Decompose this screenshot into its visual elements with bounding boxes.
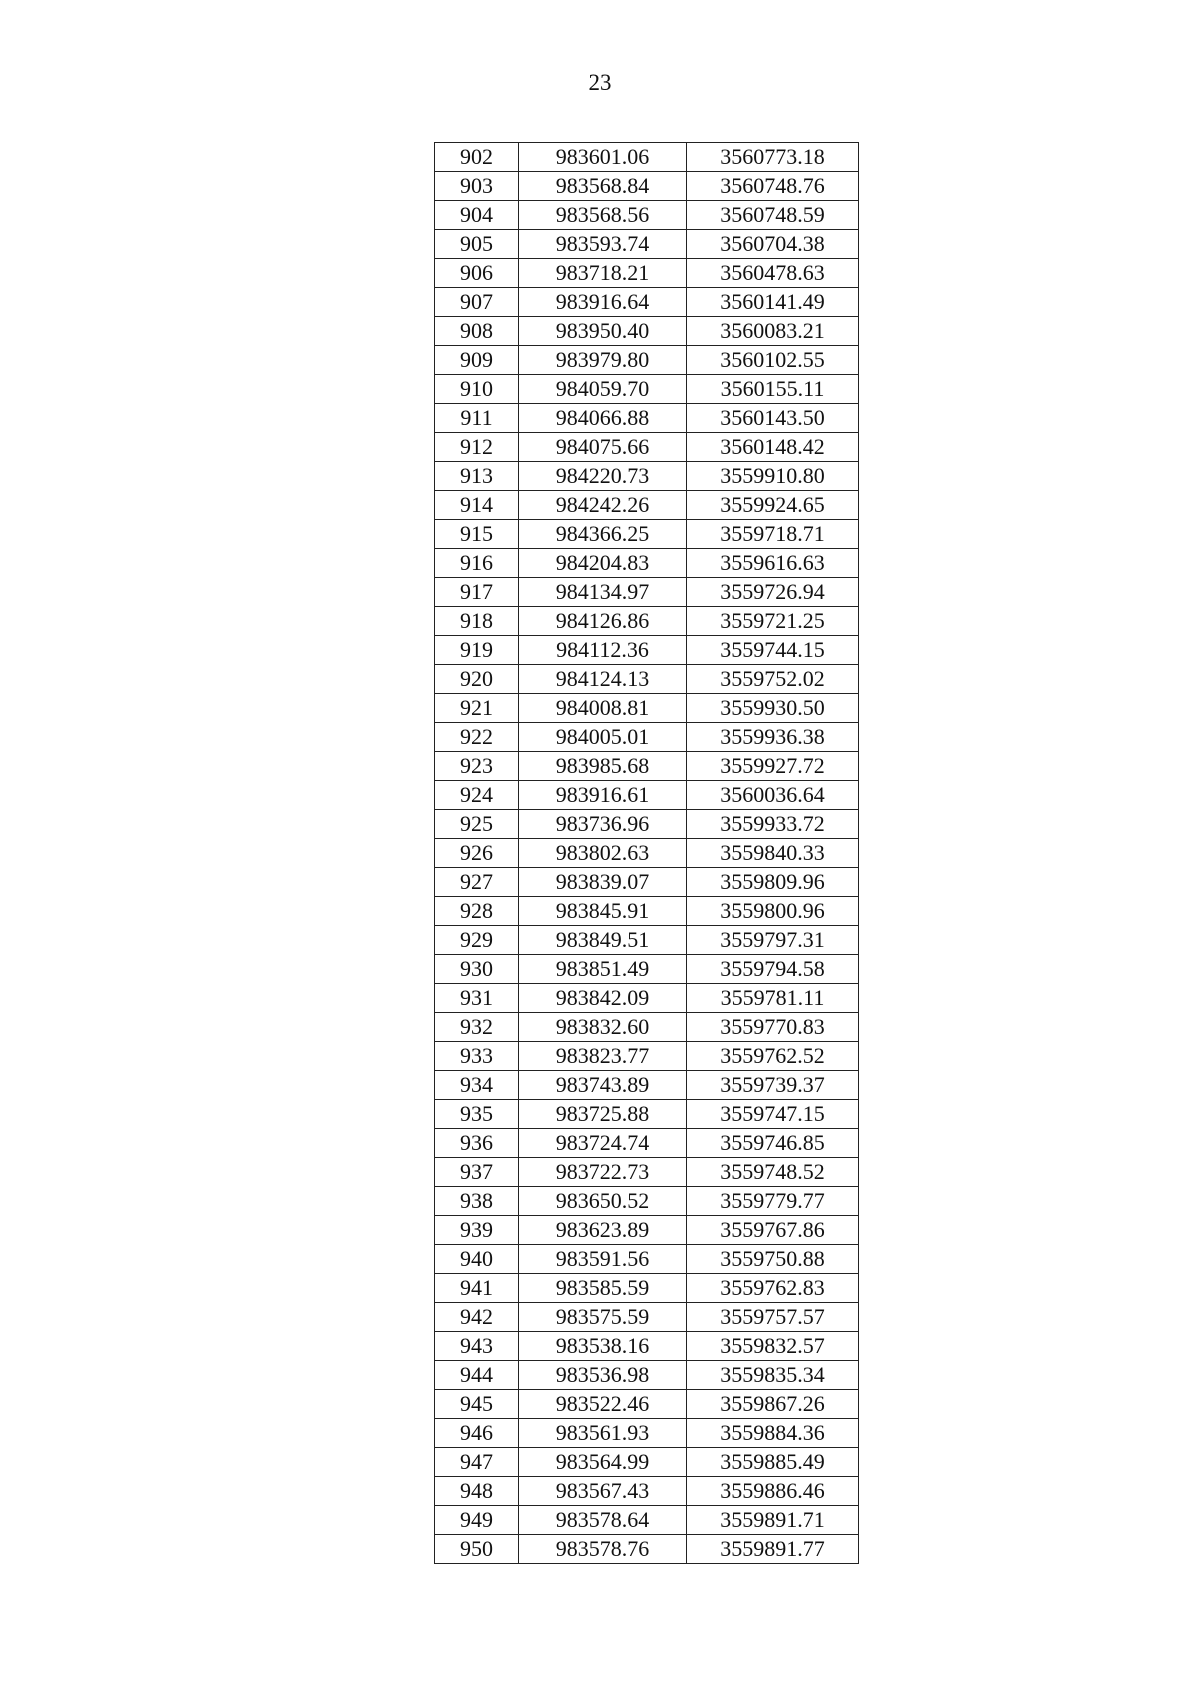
x-coordinate-cell: 984075.66 <box>519 433 687 462</box>
x-coordinate-cell: 983578.76 <box>519 1535 687 1564</box>
x-coordinate-cell: 983650.52 <box>519 1187 687 1216</box>
table-row <box>435 375 859 404</box>
x-coordinate-cell: 983561.93 <box>519 1419 687 1448</box>
table-row <box>435 1274 859 1303</box>
table-row <box>435 694 859 723</box>
table-row <box>435 926 859 955</box>
table-row <box>435 230 859 259</box>
y-coordinate-cell: 3559891.77 <box>687 1535 859 1564</box>
table-row <box>435 665 859 694</box>
point-number-cell: 937 <box>435 1158 519 1187</box>
x-coordinate-cell: 983564.99 <box>519 1448 687 1477</box>
table-row <box>435 1013 859 1042</box>
point-number-cell: 906 <box>435 259 519 288</box>
table-row <box>435 172 859 201</box>
y-coordinate-cell: 3560704.38 <box>687 230 859 259</box>
table-row <box>435 1100 859 1129</box>
point-number-cell: 904 <box>435 201 519 230</box>
table-row <box>435 607 859 636</box>
y-coordinate-cell: 3559739.37 <box>687 1071 859 1100</box>
x-coordinate-cell: 983623.89 <box>519 1216 687 1245</box>
point-number-cell: 950 <box>435 1535 519 1564</box>
table-row <box>435 143 859 172</box>
x-coordinate-cell: 984204.83 <box>519 549 687 578</box>
table-row <box>435 781 859 810</box>
table-row <box>435 1361 859 1390</box>
table-row <box>435 839 859 868</box>
table-row <box>435 955 859 984</box>
x-coordinate-cell: 983839.07 <box>519 868 687 897</box>
point-number-cell: 922 <box>435 723 519 752</box>
x-coordinate-cell: 983591.56 <box>519 1245 687 1274</box>
x-coordinate-cell: 984126.86 <box>519 607 687 636</box>
y-coordinate-cell: 3559616.63 <box>687 549 859 578</box>
y-coordinate-cell: 3559891.71 <box>687 1506 859 1535</box>
x-coordinate-cell: 983536.98 <box>519 1361 687 1390</box>
table-row <box>435 462 859 491</box>
table-row <box>435 723 859 752</box>
x-coordinate-cell: 984005.01 <box>519 723 687 752</box>
x-coordinate-cell: 983823.77 <box>519 1042 687 1071</box>
x-coordinate-cell: 983985.68 <box>519 752 687 781</box>
table-row <box>435 317 859 346</box>
x-coordinate-cell: 983832.60 <box>519 1013 687 1042</box>
x-coordinate-cell: 983849.51 <box>519 926 687 955</box>
table-row <box>435 549 859 578</box>
x-coordinate-cell: 983725.88 <box>519 1100 687 1129</box>
table-row <box>435 1071 859 1100</box>
y-coordinate-cell: 3559746.85 <box>687 1129 859 1158</box>
x-coordinate-cell: 983743.89 <box>519 1071 687 1100</box>
point-number-cell: 909 <box>435 346 519 375</box>
point-number-cell: 923 <box>435 752 519 781</box>
point-number-cell: 918 <box>435 607 519 636</box>
point-number-cell: 913 <box>435 462 519 491</box>
table-row <box>435 984 859 1013</box>
x-coordinate-cell: 983842.09 <box>519 984 687 1013</box>
y-coordinate-cell: 3559910.80 <box>687 462 859 491</box>
point-number-cell: 936 <box>435 1129 519 1158</box>
point-number-cell: 933 <box>435 1042 519 1071</box>
y-coordinate-cell: 3559884.36 <box>687 1419 859 1448</box>
point-number-cell: 927 <box>435 868 519 897</box>
point-number-cell: 946 <box>435 1419 519 1448</box>
table-row <box>435 1332 859 1361</box>
point-number-cell: 912 <box>435 433 519 462</box>
table-row <box>435 491 859 520</box>
y-coordinate-cell: 3559748.52 <box>687 1158 859 1187</box>
x-coordinate-cell: 983538.16 <box>519 1332 687 1361</box>
x-coordinate-cell: 983724.74 <box>519 1129 687 1158</box>
y-coordinate-cell: 3559750.88 <box>687 1245 859 1274</box>
x-coordinate-cell: 983916.64 <box>519 288 687 317</box>
x-coordinate-cell: 983851.49 <box>519 955 687 984</box>
table-row <box>435 810 859 839</box>
y-coordinate-cell: 3559762.52 <box>687 1042 859 1071</box>
point-number-cell: 935 <box>435 1100 519 1129</box>
point-number-cell: 947 <box>435 1448 519 1477</box>
point-number-cell: 916 <box>435 549 519 578</box>
table-row <box>435 433 859 462</box>
point-number-cell: 932 <box>435 1013 519 1042</box>
y-coordinate-cell: 3559721.25 <box>687 607 859 636</box>
x-coordinate-cell: 984059.70 <box>519 375 687 404</box>
y-coordinate-cell: 3559840.33 <box>687 839 859 868</box>
point-number-cell: 902 <box>435 143 519 172</box>
y-coordinate-cell: 3559726.94 <box>687 578 859 607</box>
x-coordinate-cell: 983585.59 <box>519 1274 687 1303</box>
table-row <box>435 1216 859 1245</box>
x-coordinate-cell: 984242.26 <box>519 491 687 520</box>
x-coordinate-cell: 983736.96 <box>519 810 687 839</box>
point-number-cell: 940 <box>435 1245 519 1274</box>
y-coordinate-cell: 3560148.42 <box>687 433 859 462</box>
point-number-cell: 943 <box>435 1332 519 1361</box>
table-row <box>435 259 859 288</box>
y-coordinate-cell: 3559794.58 <box>687 955 859 984</box>
table-row <box>435 1419 859 1448</box>
coordinate-table-body <box>435 143 859 1564</box>
x-coordinate-cell: 984134.97 <box>519 578 687 607</box>
table-row <box>435 288 859 317</box>
y-coordinate-cell: 3559781.11 <box>687 984 859 1013</box>
y-coordinate-cell: 3560141.49 <box>687 288 859 317</box>
x-coordinate-cell: 983979.80 <box>519 346 687 375</box>
y-coordinate-cell: 3559752.02 <box>687 665 859 694</box>
y-coordinate-cell: 3559757.57 <box>687 1303 859 1332</box>
y-coordinate-cell: 3559718.71 <box>687 520 859 549</box>
y-coordinate-cell: 3559835.34 <box>687 1361 859 1390</box>
x-coordinate-cell: 983593.74 <box>519 230 687 259</box>
x-coordinate-cell: 983522.46 <box>519 1390 687 1419</box>
y-coordinate-cell: 3559885.49 <box>687 1448 859 1477</box>
point-number-cell: 929 <box>435 926 519 955</box>
table-row <box>435 201 859 230</box>
point-number-cell: 920 <box>435 665 519 694</box>
y-coordinate-cell: 3559747.15 <box>687 1100 859 1129</box>
table-row <box>435 1245 859 1274</box>
table-row <box>435 752 859 781</box>
table-row <box>435 1477 859 1506</box>
point-number-cell: 915 <box>435 520 519 549</box>
table-row <box>435 1158 859 1187</box>
table-row <box>435 578 859 607</box>
y-coordinate-cell: 3559936.38 <box>687 723 859 752</box>
y-coordinate-cell: 3560773.18 <box>687 143 859 172</box>
point-number-cell: 948 <box>435 1477 519 1506</box>
table-row <box>435 1390 859 1419</box>
point-number-cell: 944 <box>435 1361 519 1390</box>
point-number-cell: 910 <box>435 375 519 404</box>
y-coordinate-cell: 3559930.50 <box>687 694 859 723</box>
point-number-cell: 908 <box>435 317 519 346</box>
y-coordinate-cell: 3560155.11 <box>687 375 859 404</box>
point-number-cell: 921 <box>435 694 519 723</box>
y-coordinate-cell: 3559924.65 <box>687 491 859 520</box>
point-number-cell: 945 <box>435 1390 519 1419</box>
y-coordinate-cell: 3559800.96 <box>687 897 859 926</box>
x-coordinate-cell: 984008.81 <box>519 694 687 723</box>
y-coordinate-cell: 3559832.57 <box>687 1332 859 1361</box>
point-number-cell: 903 <box>435 172 519 201</box>
x-coordinate-cell: 984066.88 <box>519 404 687 433</box>
x-coordinate-cell: 983601.06 <box>519 143 687 172</box>
point-number-cell: 930 <box>435 955 519 984</box>
y-coordinate-cell: 3559933.72 <box>687 810 859 839</box>
y-coordinate-cell: 3559767.86 <box>687 1216 859 1245</box>
table-row <box>435 1187 859 1216</box>
x-coordinate-cell: 983568.56 <box>519 201 687 230</box>
x-coordinate-cell: 983722.73 <box>519 1158 687 1187</box>
table-row <box>435 1448 859 1477</box>
x-coordinate-cell: 983718.21 <box>519 259 687 288</box>
x-coordinate-cell: 983567.43 <box>519 1477 687 1506</box>
y-coordinate-cell: 3559927.72 <box>687 752 859 781</box>
y-coordinate-cell: 3560748.76 <box>687 172 859 201</box>
x-coordinate-cell: 983845.91 <box>519 897 687 926</box>
point-number-cell: 926 <box>435 839 519 868</box>
y-coordinate-cell: 3559744.15 <box>687 636 859 665</box>
x-coordinate-cell: 983578.64 <box>519 1506 687 1535</box>
y-coordinate-cell: 3560478.63 <box>687 259 859 288</box>
table-row <box>435 520 859 549</box>
point-number-cell: 907 <box>435 288 519 317</box>
x-coordinate-cell: 983916.61 <box>519 781 687 810</box>
point-number-cell: 949 <box>435 1506 519 1535</box>
y-coordinate-cell: 3559797.31 <box>687 926 859 955</box>
y-coordinate-cell: 3559762.83 <box>687 1274 859 1303</box>
x-coordinate-cell: 983950.40 <box>519 317 687 346</box>
x-coordinate-cell: 984124.13 <box>519 665 687 694</box>
point-number-cell: 938 <box>435 1187 519 1216</box>
y-coordinate-cell: 3559867.26 <box>687 1390 859 1419</box>
point-number-cell: 919 <box>435 636 519 665</box>
page-number: 23 <box>588 70 612 95</box>
table-row <box>435 346 859 375</box>
x-coordinate-cell: 983802.63 <box>519 839 687 868</box>
x-coordinate-cell: 983575.59 <box>519 1303 687 1332</box>
point-number-cell: 941 <box>435 1274 519 1303</box>
table-row <box>435 868 859 897</box>
point-number-cell: 924 <box>435 781 519 810</box>
table-row <box>435 404 859 433</box>
y-coordinate-cell: 3560748.59 <box>687 201 859 230</box>
point-number-cell: 942 <box>435 1303 519 1332</box>
table-row <box>435 1129 859 1158</box>
y-coordinate-cell: 3560102.55 <box>687 346 859 375</box>
x-coordinate-cell: 984366.25 <box>519 520 687 549</box>
y-coordinate-cell: 3560083.21 <box>687 317 859 346</box>
table-row <box>435 1042 859 1071</box>
point-number-cell: 925 <box>435 810 519 839</box>
table-row <box>435 1303 859 1332</box>
point-number-cell: 939 <box>435 1216 519 1245</box>
y-coordinate-cell: 3560143.50 <box>687 404 859 433</box>
x-coordinate-cell: 984112.36 <box>519 636 687 665</box>
coordinate-table <box>434 142 859 1564</box>
point-number-cell: 911 <box>435 404 519 433</box>
y-coordinate-cell: 3560036.64 <box>687 781 859 810</box>
x-coordinate-cell: 983568.84 <box>519 172 687 201</box>
point-number-cell: 928 <box>435 897 519 926</box>
y-coordinate-cell: 3559779.77 <box>687 1187 859 1216</box>
point-number-cell: 931 <box>435 984 519 1013</box>
table-row <box>435 897 859 926</box>
table-row <box>435 1506 859 1535</box>
point-number-cell: 914 <box>435 491 519 520</box>
table-row <box>435 1535 859 1564</box>
y-coordinate-cell: 3559770.83 <box>687 1013 859 1042</box>
point-number-cell: 905 <box>435 230 519 259</box>
y-coordinate-cell: 3559886.46 <box>687 1477 859 1506</box>
point-number-cell: 917 <box>435 578 519 607</box>
table-row <box>435 636 859 665</box>
x-coordinate-cell: 984220.73 <box>519 462 687 491</box>
y-coordinate-cell: 3559809.96 <box>687 868 859 897</box>
point-number-cell: 934 <box>435 1071 519 1100</box>
